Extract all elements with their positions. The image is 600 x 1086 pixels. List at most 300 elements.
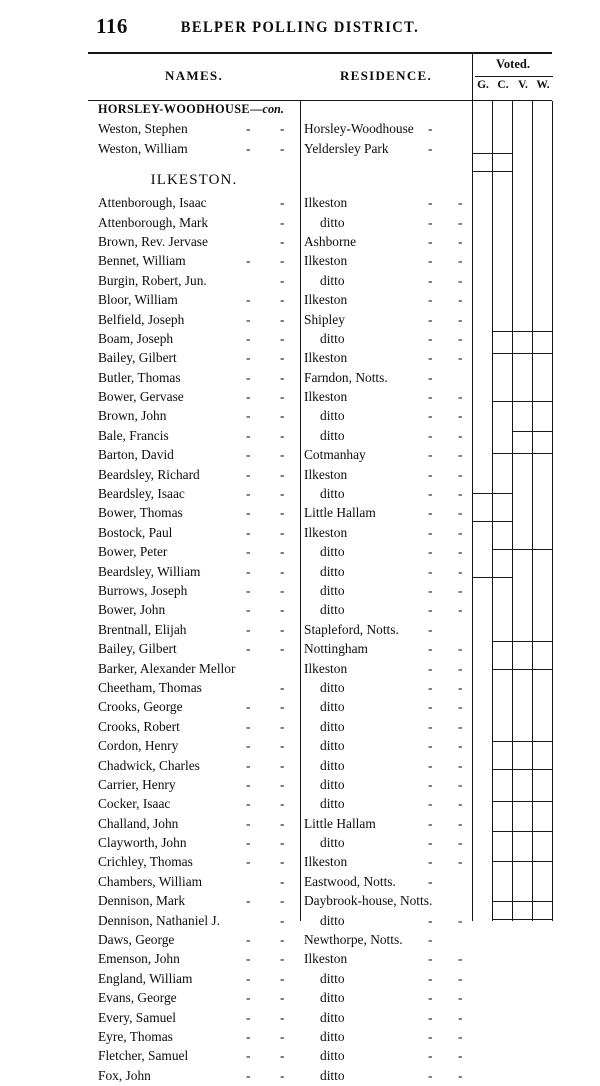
leader-dash: - [280, 641, 285, 657]
table-body [88, 101, 552, 1083]
leader-dash: - [246, 121, 251, 137]
leader-dash: - [428, 1009, 433, 1025]
tally-rule-mark [492, 769, 552, 770]
leader-dash: - [428, 738, 433, 754]
voter-name: Butler, Thomas [98, 369, 181, 385]
voter-name: Dennison, Nathaniel J. [98, 912, 220, 928]
table-row [88, 524, 472, 543]
leader-dash: - [428, 621, 433, 637]
leader-dash: - [246, 796, 251, 812]
leader-dash: - [428, 350, 433, 366]
leader-dash: - [458, 195, 463, 211]
leader-dash: - [428, 447, 433, 463]
voter-residence: Ashborne [304, 233, 357, 249]
leader-dash: - [246, 582, 251, 598]
voter-residence: Farndon, Notts. [304, 369, 388, 385]
leader-dash: - [458, 292, 463, 308]
leader-dash: - [428, 272, 433, 288]
voter-name: Bostock, Paul [98, 524, 173, 540]
table-row [88, 563, 472, 582]
leader-dash: - [458, 466, 463, 482]
voter-name: Brentnall, Elijah [98, 621, 187, 637]
leader-dash: - [280, 582, 285, 598]
leader-dash: - [280, 815, 285, 831]
voter-name: Fletcher, Samuel [98, 1048, 189, 1064]
leader-dash: - [428, 641, 433, 657]
leader-dash: - [458, 718, 463, 734]
leader-dash: - [246, 369, 251, 385]
voted-letter-w: W. [536, 79, 550, 91]
leader-dash: - [428, 660, 433, 676]
table-row [88, 950, 472, 969]
voter-name: Burgin, Robert, Jun. [98, 272, 207, 288]
leader-dash: - [280, 621, 285, 637]
voter-name: Bower, John [98, 602, 166, 618]
table-row [88, 504, 472, 523]
leader-dash: - [458, 447, 463, 463]
voter-name: Attenborough, Mark [98, 214, 209, 230]
leader-dash: - [428, 233, 433, 249]
leader-dash: - [458, 990, 463, 1006]
voter-residence: ditto [320, 990, 345, 1006]
table-row [88, 757, 472, 776]
voter-name: Beardsley, Isaac [98, 486, 185, 502]
voter-residence: Shipley [304, 311, 345, 327]
leader-dash: - [246, 544, 251, 560]
leader-dash: - [458, 796, 463, 812]
voter-name: Chambers, William [98, 873, 203, 889]
folio-number: 116 [96, 14, 128, 38]
voter-residence: Horsley-Woodhouse [304, 121, 414, 137]
voter-residence: ditto [320, 796, 345, 812]
leader-dash: - [280, 912, 285, 928]
voter-residence: ditto [320, 912, 345, 928]
tally-rule-mark [492, 801, 552, 802]
voter-name: Carrier, Henry [98, 776, 176, 792]
column-header-voted: Voted. [496, 57, 530, 71]
table-row [88, 795, 472, 814]
leader-dash: - [246, 524, 251, 540]
section-caption-place [88, 168, 472, 194]
leader-dash: - [428, 253, 433, 269]
table-row [88, 427, 472, 446]
leader-dash: - [246, 140, 251, 156]
leader-dash: - [458, 679, 463, 695]
leader-dash: - [246, 330, 251, 346]
table-row [88, 291, 472, 310]
voter-name: Bower, Thomas [98, 505, 183, 521]
column-divider-g [492, 101, 493, 921]
leader-dash: - [428, 486, 433, 502]
leader-dash: - [246, 970, 251, 986]
leader-dash: - [246, 1048, 251, 1064]
leader-dash: - [428, 970, 433, 986]
leader-dash: - [458, 350, 463, 366]
voter-residence: ditto [320, 602, 345, 618]
voter-name: Crooks, George [98, 699, 183, 715]
leader-dash: - [458, 214, 463, 230]
column-header-names: NAMES. [165, 68, 223, 83]
leader-dash: - [458, 408, 463, 424]
table-row [88, 388, 472, 407]
voter-name: Weston, William [98, 140, 188, 156]
voter-name: Bower, Peter [98, 544, 168, 560]
leader-dash: - [428, 563, 433, 579]
leader-dash: - [458, 524, 463, 540]
voter-name: Cocker, Isaac [98, 796, 171, 812]
leader-dash: - [428, 796, 433, 812]
tally-rule-mark [492, 331, 552, 332]
voter-residence: Little Hallam [304, 815, 376, 831]
voter-residence: ditto [320, 1048, 345, 1064]
voter-residence: Daybrook-house, Notts. [304, 893, 433, 909]
leader-dash: - [280, 330, 285, 346]
voter-name: Cheetham, Thomas [98, 679, 202, 695]
leader-dash: - [458, 912, 463, 928]
leader-dash: - [458, 233, 463, 249]
leader-dash: - [428, 815, 433, 831]
leader-dash: - [280, 1009, 285, 1025]
leader-dash: - [458, 854, 463, 870]
leader-dash: - [428, 718, 433, 734]
voter-residence: Nottingham [304, 641, 368, 657]
leader-dash: - [428, 1028, 433, 1044]
leader-dash: - [246, 641, 251, 657]
column-divider-w [552, 101, 553, 921]
tally-rule-mark [492, 669, 552, 670]
leader-dash: - [428, 1048, 433, 1064]
table-row [88, 407, 472, 426]
leader-dash: - [428, 835, 433, 851]
voter-name: Bloor, William [98, 292, 178, 308]
leader-dash: - [280, 970, 285, 986]
leader-dash: - [280, 505, 285, 521]
voter-name: Beardsley, William [98, 563, 201, 579]
voter-residence: ditto [320, 582, 345, 598]
voter-residence: Yeldersley Park [304, 140, 389, 156]
table-row [88, 120, 472, 139]
leader-dash: - [428, 912, 433, 928]
leader-dash: - [246, 932, 251, 948]
voter-name: Emenson, John [98, 951, 180, 967]
voter-name: Fox, John [98, 1067, 151, 1083]
leader-dash: - [458, 1028, 463, 1044]
leader-dash: - [246, 1009, 251, 1025]
voter-name: Weston, Stephen [98, 121, 188, 137]
voter-residence: ditto [320, 699, 345, 715]
leader-dash: - [246, 408, 251, 424]
table-row [88, 853, 472, 872]
voter-name: Bale, Francis [98, 427, 169, 443]
page-header [0, 8, 600, 44]
leader-dash: - [280, 214, 285, 230]
tally-rule-mark [492, 831, 552, 832]
table-row [88, 466, 472, 485]
table-row [88, 1028, 472, 1047]
tally-rule-mark [492, 549, 552, 550]
leader-dash: - [280, 738, 285, 754]
voted-subcolumn-letters [473, 79, 553, 91]
leader-dash: - [246, 757, 251, 773]
leader-dash: - [280, 389, 285, 405]
table-row [88, 931, 472, 950]
voter-residence: Cotmanhay [304, 447, 366, 463]
leader-dash: - [280, 544, 285, 560]
leader-dash: - [458, 641, 463, 657]
table-row [88, 660, 472, 679]
voter-residence: ditto [320, 1067, 345, 1083]
voter-name: Cordon, Henry [98, 738, 179, 754]
table-row [88, 1009, 472, 1028]
voter-residence: Ilkeston [304, 389, 348, 405]
voter-name: Brown, John [98, 408, 167, 424]
leader-dash: - [280, 253, 285, 269]
voted-letter-c: C. [497, 79, 509, 91]
voter-name: Barker, Alexander Mellor [98, 660, 236, 676]
voter-name: Burrows, Joseph [98, 582, 188, 598]
voter-name: Dennison, Mark [98, 893, 186, 909]
leader-dash: - [458, 1048, 463, 1064]
leader-dash: - [458, 1067, 463, 1083]
leader-dash: - [428, 602, 433, 618]
leader-dash: - [246, 311, 251, 327]
voter-residence: Ilkeston [304, 292, 348, 308]
leader-dash: - [428, 757, 433, 773]
leader-dash: - [428, 679, 433, 695]
leader-dash: - [458, 505, 463, 521]
leader-dash: - [280, 679, 285, 695]
table-row [88, 446, 472, 465]
leader-dash: - [246, 835, 251, 851]
column-divider-v [532, 101, 533, 921]
leader-dash: - [458, 563, 463, 579]
leader-dash: - [246, 854, 251, 870]
leader-dash: - [458, 835, 463, 851]
tally-rule-mark [472, 153, 512, 154]
leader-dash: - [246, 1067, 251, 1083]
voter-name: Crooks, Robert [98, 718, 180, 734]
voter-residence: Ilkeston [304, 524, 348, 540]
tally-rule-mark [492, 453, 552, 454]
section-caption-text: ILKESTON. [150, 172, 238, 189]
table-row [88, 737, 472, 756]
leader-dash: - [458, 776, 463, 792]
section-caption-continued [88, 101, 472, 120]
leader-dash: - [458, 699, 463, 715]
voter-residence: ditto [320, 408, 345, 424]
section-gap [88, 159, 472, 168]
leader-dash: - [246, 505, 251, 521]
voter-residence: ditto [320, 835, 345, 851]
voter-residence: ditto [320, 214, 345, 230]
voter-name: Evans, George [98, 990, 177, 1006]
voter-name: Chadwick, Charles [98, 757, 200, 773]
leader-dash: - [246, 718, 251, 734]
leader-dash: - [246, 292, 251, 308]
leader-dash: - [458, 1009, 463, 1025]
leader-dash: - [280, 990, 285, 1006]
voter-name: Eyre, Thomas [98, 1028, 173, 1044]
leader-dash: - [458, 486, 463, 502]
voter-rows [88, 101, 472, 1086]
leader-dash: - [246, 253, 251, 269]
voter-residence: Ilkeston [304, 253, 348, 269]
tally-rule-mark [472, 171, 512, 172]
voter-residence: Ilkeston [304, 466, 348, 482]
leader-dash: - [428, 121, 433, 137]
leader-dash: - [246, 893, 251, 909]
leader-dash: - [428, 582, 433, 598]
leader-dash: - [458, 389, 463, 405]
leader-dash: - [246, 466, 251, 482]
leader-dash: - [280, 524, 285, 540]
leader-dash: - [428, 990, 433, 1006]
leader-dash: - [246, 776, 251, 792]
voter-residence: ditto [320, 486, 345, 502]
section-caption-text: HORSLEY-WOODHOUSE—con. [98, 102, 284, 116]
leader-dash: - [428, 408, 433, 424]
voter-name: Attenborough, Isaac [98, 195, 207, 211]
table-row [88, 330, 472, 349]
leader-dash: - [428, 505, 433, 521]
leader-dash: - [280, 121, 285, 137]
leader-dash: - [246, 1028, 251, 1044]
leader-dash: - [428, 311, 433, 327]
table-row [88, 679, 472, 698]
leader-dash: - [458, 272, 463, 288]
table-row [88, 601, 472, 620]
voter-residence: ditto [320, 272, 345, 288]
tally-rule-mark [472, 493, 512, 494]
leader-dash: - [280, 873, 285, 889]
voter-name: Belfield, Joseph [98, 311, 185, 327]
leader-dash: - [428, 951, 433, 967]
voter-residence: ditto [320, 970, 345, 986]
voter-name: England, William [98, 970, 193, 986]
voted-header-divider [475, 76, 553, 77]
column-header-voted-group [472, 54, 553, 100]
leader-dash: - [246, 389, 251, 405]
leader-dash: - [428, 195, 433, 211]
voted-letter-v: V. [518, 79, 528, 91]
voter-residence: ditto [320, 427, 345, 443]
voter-name: Crichley, Thomas [98, 854, 193, 870]
leader-dash: - [428, 1067, 433, 1083]
leader-dash: - [246, 350, 251, 366]
voter-name: Bower, Gervase [98, 389, 184, 405]
voted-letter-g: G. [477, 79, 489, 91]
voter-residence: ditto [320, 738, 345, 754]
column-header-residence: RESIDENCE. [339, 68, 433, 83]
table-row [88, 640, 472, 659]
tally-rule-mark [472, 521, 512, 522]
leader-dash: - [280, 854, 285, 870]
voter-residence: Newthorpe, Notts. [304, 932, 403, 948]
running-title: BELPER POLLING DISTRICT. [180, 19, 420, 37]
leader-dash: - [428, 524, 433, 540]
leader-dash: - [280, 699, 285, 715]
leader-dash: - [246, 563, 251, 579]
leader-dash: - [458, 757, 463, 773]
leader-dash: - [280, 1048, 285, 1064]
leader-dash: - [280, 951, 285, 967]
leader-dash: - [280, 776, 285, 792]
table-row [88, 485, 472, 504]
table-header-row [88, 54, 552, 101]
leader-dash: - [246, 486, 251, 502]
leader-dash: - [458, 815, 463, 831]
voter-residence: Ilkeston [304, 854, 348, 870]
table-row [88, 1047, 472, 1066]
voter-residence: Ilkeston [304, 951, 348, 967]
voter-residence: ditto [320, 544, 345, 560]
tally-rule-mark [492, 353, 552, 354]
leader-dash: - [458, 660, 463, 676]
leader-dash: - [246, 447, 251, 463]
voter-residence: Little Hallam [304, 505, 376, 521]
leader-dash: - [428, 776, 433, 792]
leader-dash: - [428, 427, 433, 443]
leader-dash: - [428, 292, 433, 308]
table-row [88, 349, 472, 368]
leader-dash: - [280, 408, 285, 424]
voter-residence: Eastwood, Notts. [304, 873, 396, 889]
leader-dash: - [458, 427, 463, 443]
leader-dash: - [280, 563, 285, 579]
voter-residence: ditto [320, 679, 345, 695]
voter-residence: ditto [320, 563, 345, 579]
leader-dash: - [280, 893, 285, 909]
leader-dash: - [280, 718, 285, 734]
leader-dash: - [280, 932, 285, 948]
leader-dash: - [458, 544, 463, 560]
leader-dash: - [246, 990, 251, 1006]
table-row [88, 892, 472, 911]
voter-residence: Stapleford, Notts. [304, 621, 399, 637]
leader-dash: - [246, 621, 251, 637]
leader-dash: - [428, 140, 433, 156]
voter-residence: Ilkeston [304, 195, 348, 211]
leader-dash: - [280, 272, 285, 288]
voter-name: Bailey, Gilbert [98, 641, 177, 657]
table-row [88, 194, 472, 213]
table-row [88, 718, 472, 737]
leader-dash: - [428, 854, 433, 870]
tally-rule-mark [512, 431, 552, 432]
leader-dash: - [246, 738, 251, 754]
leader-dash: - [280, 835, 285, 851]
leader-dash: - [280, 447, 285, 463]
table-row [88, 252, 472, 271]
voter-residence: ditto [320, 1009, 345, 1025]
leader-dash: - [280, 757, 285, 773]
table-row [88, 543, 472, 562]
voter-residence: ditto [320, 776, 345, 792]
voter-name: Barton, David [98, 447, 174, 463]
leader-dash: - [428, 214, 433, 230]
tally-rule-mark [492, 919, 552, 920]
voter-residence: Ilkeston [304, 350, 348, 366]
table-row [88, 834, 472, 853]
leader-dash: - [280, 1067, 285, 1083]
table-row [88, 272, 472, 291]
voter-residence: ditto [320, 757, 345, 773]
voter-name: Bennet, William [98, 253, 186, 269]
table-row [88, 873, 472, 892]
leader-dash: - [280, 311, 285, 327]
tally-rule-mark [492, 861, 552, 862]
table-row [88, 233, 472, 252]
